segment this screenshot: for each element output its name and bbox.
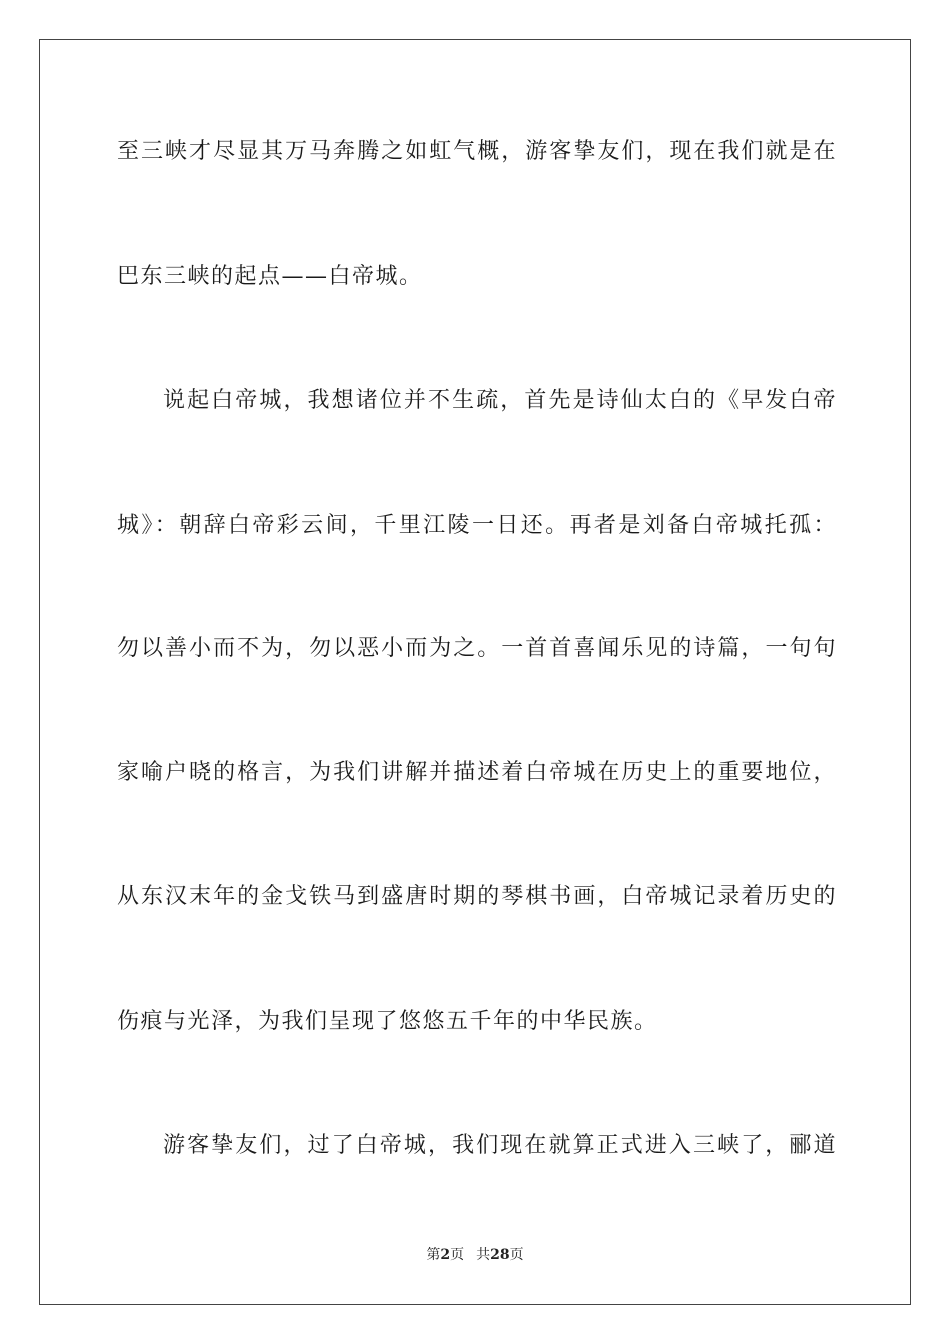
total-pages: 28 (490, 1247, 510, 1263)
total-suffix: 页 (509, 1247, 524, 1263)
body-line-2: 巴东三峡的起点——白帝城。 (117, 264, 423, 289)
body-line-1: 至三峡才尽显其万马奔腾之如虹气概，游客挚友们，现在我们就是在 (117, 139, 837, 164)
page-prefix: 第 (426, 1247, 441, 1263)
page-number: 2 (440, 1247, 451, 1263)
body-line-3: 说起白帝城，我想诸位并不生疏，首先是诗仙太白的《早发白帝 (163, 388, 837, 413)
body-line-6: 家喻户晓的格言，为我们讲解并描述着白帝城在历史上的重要地位， (117, 760, 837, 785)
body-line-8: 伤痕与光泽，为我们呈现了悠悠五千年的中华民族。 (117, 1009, 658, 1034)
page-border (39, 39, 911, 1305)
page-footer (0, 1246, 950, 1264)
page-suffix: 页 (450, 1247, 465, 1263)
body-line-5: 勿以善小而不为，勿以恶小而为之。一首首喜闻乐见的诗篇，一句句 (117, 636, 837, 661)
total-prefix: 共 (476, 1247, 491, 1263)
body-line-9: 游客挚友们，过了白帝城，我们现在就算正式进入三峡了，郦道 (163, 1133, 837, 1158)
body-line-4: 城》：朝辞白帝彩云间，千里江陵一日还。再者是刘备白帝城托孤： (117, 513, 837, 538)
body-line-7: 从东汉末年的金戈铁马到盛唐时期的琴棋书画，白帝城记录着历史的 (117, 884, 837, 909)
